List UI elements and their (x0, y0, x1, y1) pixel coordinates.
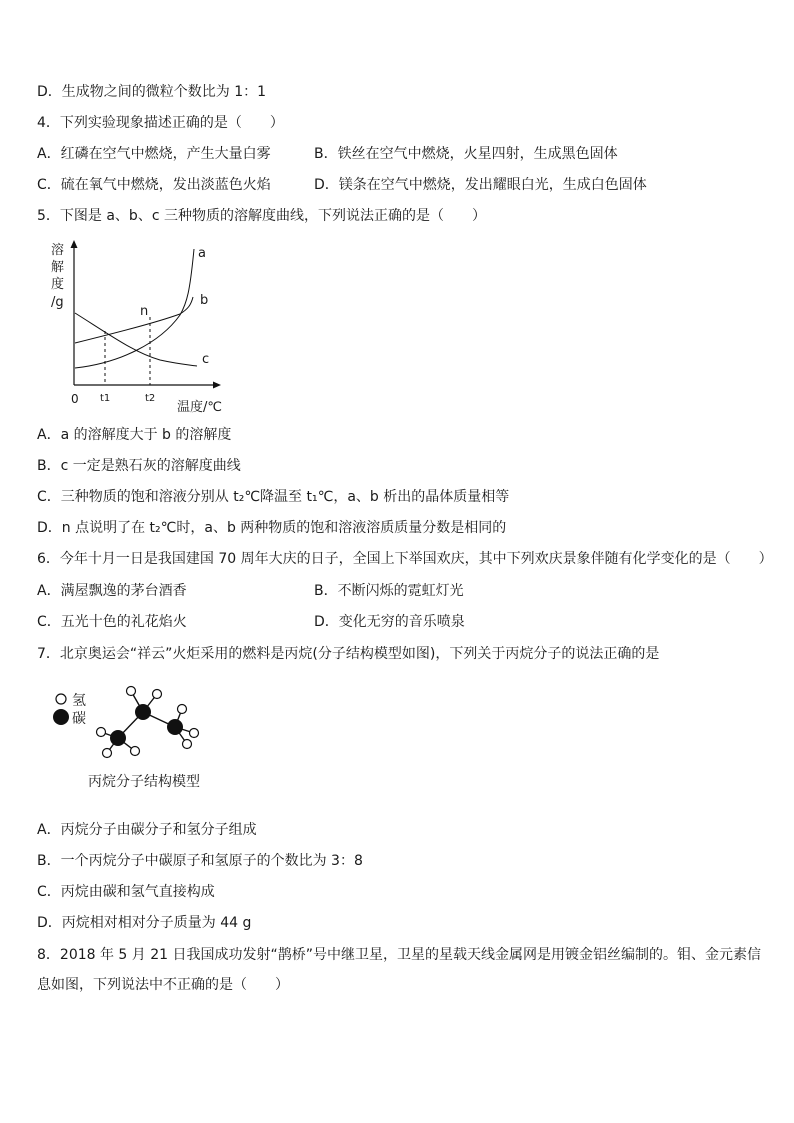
series-label-c: c (202, 352, 210, 367)
ylabel-char-4: /g (51, 295, 64, 310)
propane-model-caption: 丙烷分子结构模型 (88, 774, 200, 790)
solubility-chart (40, 235, 250, 420)
q5-stem: 5．下图是 a、b、c 三种物质的溶解度曲线，下列说法正确的是（ ） (37, 208, 486, 224)
origin-label: 0 (71, 392, 79, 406)
series-label-b: b (200, 293, 209, 308)
ylabel-char-2: 解 (51, 260, 65, 275)
legend-carbon-label: 碳 (72, 711, 86, 727)
q5-option-a: A．a 的溶解度大于 b 的溶解度 (37, 427, 232, 443)
tick-t1-label: t1 (100, 393, 111, 404)
q4-option-a: A．红磷在空气中燃烧，产生大量白雾 (37, 146, 271, 162)
curve-b (75, 297, 193, 343)
q6-stem: 6．今年十月一日是我国建国 70 周年大庆的日子，全国上下举国欢庆，其中下列欢庆景象伴随有化学变化的是（ ） (37, 551, 773, 567)
curve-c (75, 313, 197, 366)
q4-option-c: C．硫在氧气中燃烧，发出淡蓝色火焰 (37, 177, 271, 193)
tick-t2-label: t2 (145, 393, 156, 404)
q6-option-c: C．五光十色的礼花焰火 (37, 614, 187, 630)
carbon-legend-icon (53, 709, 69, 725)
q4-stem: 4．下列实验现象描述正确的是（ ） (37, 115, 284, 131)
q7-option-d: D．丙烷相对相对分子质量为 44 g (37, 915, 252, 931)
q5-option-c: C．三种物质的饱和溶液分别从 t₂℃降温至 t₁℃，a、b 析出的晶体质量相等 (37, 489, 510, 505)
q5-option-d: D．n 点说明了在 t₂℃时，a、b 两种物质的饱和溶液溶质质量分数是相同的 (37, 520, 507, 536)
x-axis-arrow (213, 382, 221, 389)
q7-option-c: C．丙烷由碳和氢气直接构成 (37, 884, 215, 900)
series-label-a: a (198, 246, 206, 261)
chart-ylabel (51, 242, 64, 310)
ylabel-char-1: 溶 (51, 243, 65, 258)
y-axis-arrow (71, 240, 78, 248)
q7-option-a: A．丙烷分子由碳分子和氢分子组成 (37, 822, 257, 838)
q8-stem-line2: 息如图，下列说法中不正确的是（ ） (37, 977, 289, 993)
xlabel: 温度/℃ (177, 400, 222, 415)
q7-stem: 7．北京奥运会“祥云”火炬采用的燃料是丙烷(分子结构模型如图)，下列关于丙烷分子的说法正确的是 (37, 646, 660, 662)
q8-stem-line1: 8．2018 年 5 月 21 日我国成功发射“鹊桥”号中继卫星，卫星的星载天线金属网是用镀金铝丝编制的。钼、金元素信 (37, 947, 762, 963)
q6-option-a: A．满屋飘逸的茅台酒香 (37, 583, 187, 599)
hydrogen-legend-icon (56, 694, 66, 704)
q7-option-b: B．一个丙烷分子中碳原子和氢原子的个数比为 3：8 (37, 853, 363, 869)
ylabel-char-3: 度 (51, 277, 65, 292)
curve-a (75, 249, 194, 368)
legend-hydrogen-label: 氢 (72, 693, 86, 709)
q5-option-b: B．c 一定是熟石灰的溶解度曲线 (37, 458, 241, 474)
propane-model (45, 680, 205, 765)
q4-option-d: D．镁条在空气中燃烧，发出耀眼白光，生成白色固体 (314, 177, 647, 193)
point-n-label: n (140, 304, 149, 319)
q4-option-b: B．铁丝在空气中燃烧，火星四射，生成黑色固体 (314, 146, 618, 162)
q6-option-d: D．变化无穷的音乐喷泉 (314, 614, 465, 630)
carbon-atoms (110, 704, 183, 746)
q6-option-b: B．不断闪烁的霓虹灯光 (314, 583, 464, 599)
q3-option-d: D．生成物之间的微粒个数比为 1：1 (37, 84, 267, 100)
